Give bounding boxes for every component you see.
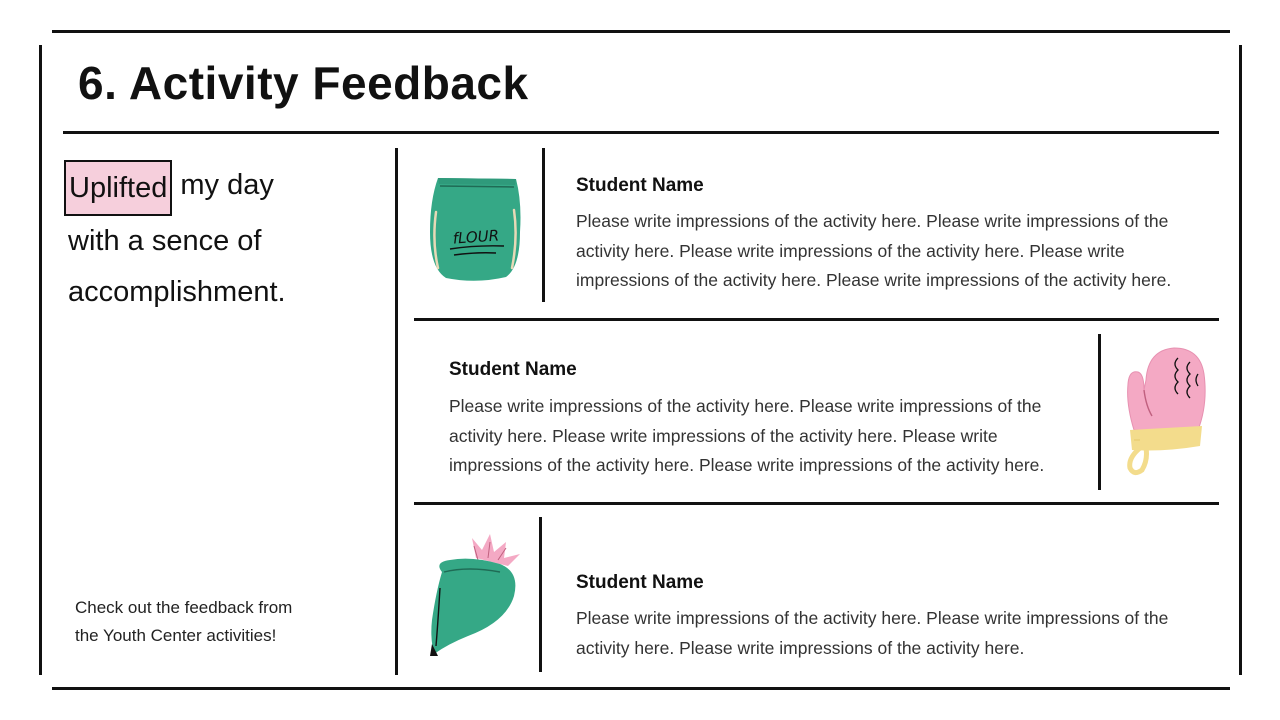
entry-3-student-name: Student Name [576,572,704,593]
entry-2-line-1: Please write impressions of the activity here. Please write impressions of the [449,396,1042,416]
entry-2-feedback [449,392,1044,481]
oven-mitt-icon [1120,344,1210,480]
top-border [52,30,1230,33]
entry-3-feedback [576,604,1168,663]
right-border [1239,45,1242,675]
entry-1-feedback [576,207,1171,296]
title-divider [63,131,1219,134]
bottom-border [52,687,1230,690]
entry-1-line-3: impressions of the activity here. Please write impressions of the activity here. [576,270,1172,290]
entry-1-line-1: Please write impressions of the activity here. Please write impressions of the [576,211,1169,231]
entry-1-student-name: Student Name [576,175,704,196]
entry-2-student-name: Student Name [449,359,577,380]
quote-line-1 [68,160,388,216]
quote-line-1-rest: my day [172,169,274,201]
flour-bag-icon [426,172,526,284]
left-border [39,45,42,675]
quote-line-3: accomplishment. [68,276,286,308]
flour-label: fLOUR [452,226,500,248]
page-title: 6. Activity Feedback [78,57,529,109]
highlighted-word: Uplifted [64,160,172,216]
caption-line-1: Check out the feedback from [75,598,293,617]
entry-1-line-2: activity here. Please write impressions of the activity here. Please write [576,240,1125,261]
entry-1-icon-divider [542,148,545,302]
entry-2-line-3: impressions of the activity here. Please write impressions of the activity here. [449,455,1045,475]
entry-2-line-2: activity here. Please write impressions of the activity here. Please write [449,425,998,446]
entry-3-line-1: Please write impressions of the activity here. Please write impressions of the [576,608,1169,628]
caption-line-2: the Youth Center activities! [75,626,277,645]
feedback-quote [68,160,388,318]
caption [75,594,335,650]
quote-line-2: with a sence of [68,225,262,257]
entry-2-icon-divider [1098,334,1101,490]
piping-bag-icon [428,532,524,660]
entry-3-icon-divider [539,517,542,672]
entry-divider-2 [414,502,1219,505]
column-divider [395,148,398,675]
entry-divider-1 [414,318,1219,321]
entry-3-line-2: activity here. Please write impressions of the activity here. [576,637,1025,658]
